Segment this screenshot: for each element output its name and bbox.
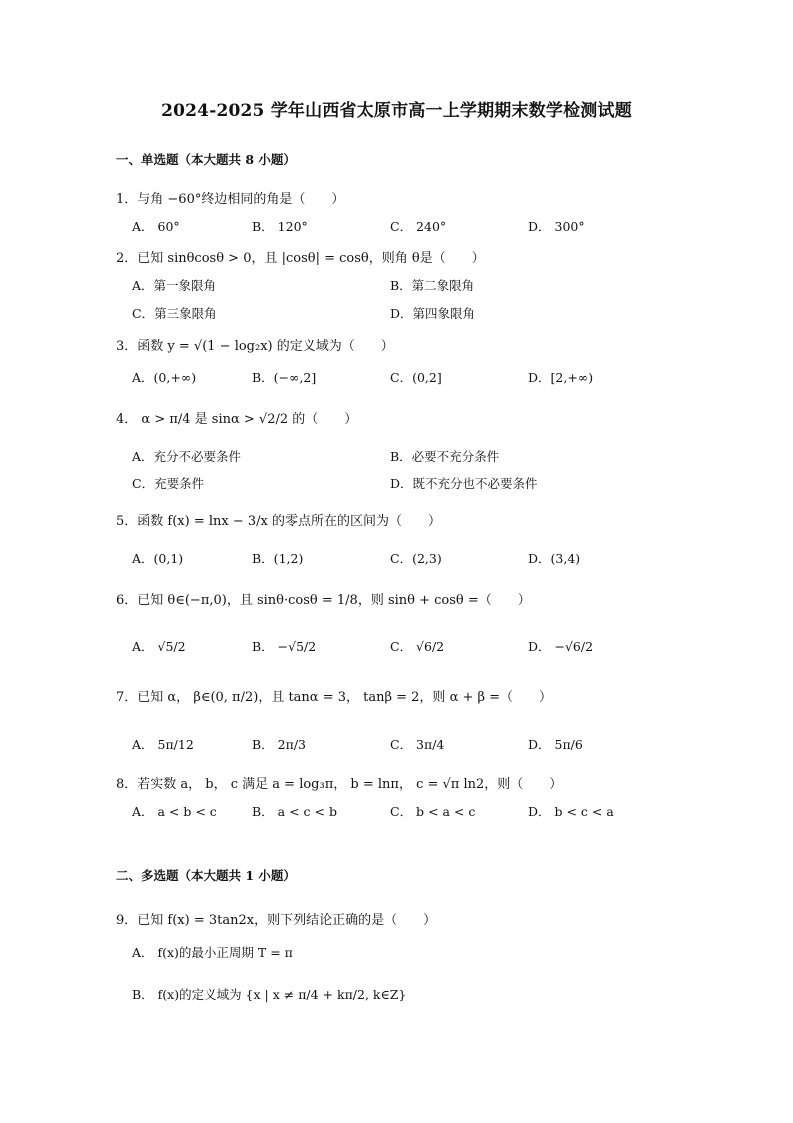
question-8-option-c: C． b < a < c xyxy=(390,804,476,819)
question-9-option-b: B． f(x)的定义域为 {x | x ≠ π/4 + kπ/2, k∈Z} xyxy=(132,987,407,1002)
question-9-option-a: A． f(x)的最小正周期 T = π xyxy=(132,945,293,960)
question-1-option-a: A． 60° xyxy=(132,219,180,234)
question-4-option-c: C．充要条件 xyxy=(132,476,205,491)
question-4-option-b: B．必要不充分条件 xyxy=(390,449,500,464)
question-8-stem: 8．若实数 a， b， c 满足 a = log₃π， b = lnπ， c = √π ln2，则（ ） xyxy=(116,777,563,792)
question-8-option-a: A． a < b < c xyxy=(132,804,217,819)
question-7-option-a: A． 5π/12 xyxy=(132,737,194,752)
question-2-option-a: A．第一象限角 xyxy=(132,278,217,293)
section-heading-single-choice: 一、单选题（本大题共 8 小题） xyxy=(116,152,296,167)
question-6-option-a: A． √5/2 xyxy=(132,639,186,654)
question-4-stem: 4． α > π/4 是 sinα > √2/2 的（ ） xyxy=(116,412,358,427)
question-3-option-c: C．(0,2] xyxy=(390,370,442,385)
question-7-stem: 7．已知 α， β∈(0, π/2)，且 tanα = 3， tanβ = 2，则 α + β =（ ） xyxy=(116,690,553,705)
question-5-option-b: B．(1,2) xyxy=(252,551,304,566)
question-8-option-d: D． b < c < a xyxy=(528,804,614,819)
question-6-option-c: C． √6/2 xyxy=(390,639,445,654)
page-title: 2024-2025 学年山西省太原市高一上学期期末数学检测试题 xyxy=(161,101,632,121)
question-3-stem: 3．函数 y = √(1 − log₂x) 的定义域为（ ） xyxy=(116,339,394,354)
question-6-option-d: D． −√6/2 xyxy=(528,639,594,654)
question-5-option-d: D．(3,4) xyxy=(528,551,581,566)
question-9-stem: 9．已知 f(x) = 3tan2x，则下列结论正确的是（ ） xyxy=(116,913,437,928)
question-1-option-b: B． 120° xyxy=(252,219,308,234)
question-7-option-b: B． 2π/3 xyxy=(252,737,306,752)
question-5-option-c: C．(2,3) xyxy=(390,551,442,566)
question-6-option-b: B． −√5/2 xyxy=(252,639,317,654)
question-8-option-b: B． a < c < b xyxy=(252,804,337,819)
question-5-stem: 5．函数 f(x) = lnx − 3/x 的零点所在的区间为（ ） xyxy=(116,514,441,529)
question-3-option-d: D．[2,+∞) xyxy=(528,370,594,385)
question-2-option-c: C．第三象限角 xyxy=(132,306,217,321)
section-heading-multiple-choice: 二、多选题（本大题共 1 小题） xyxy=(116,868,296,883)
question-1-option-d: D． 300° xyxy=(528,219,585,234)
question-1-option-c: C． 240° xyxy=(390,219,447,234)
question-3-option-a: A．(0,+∞) xyxy=(132,370,197,385)
question-5-option-a: A．(0,1) xyxy=(132,551,184,566)
question-6-stem: 6．已知 θ∈(−π,0)，且 sinθ·cosθ = 1/8，则 sinθ + cosθ =（ ） xyxy=(116,593,531,608)
question-3-option-b: B．(−∞,2] xyxy=(252,370,317,385)
question-4-option-d: D．既不充分也不必要条件 xyxy=(390,476,538,491)
question-4-option-a: A．充分不必要条件 xyxy=(132,449,242,464)
question-2-option-d: D．第四象限角 xyxy=(390,306,476,321)
question-1-stem: 1．与角 −60°终边相同的角是（ ） xyxy=(116,192,345,207)
question-2-stem: 2．已知 sinθcosθ > 0，且 |cosθ| = cosθ，则角 θ是（ ） xyxy=(116,251,485,266)
question-7-option-d: D． 5π/6 xyxy=(528,737,583,752)
question-2-option-b: B．第二象限角 xyxy=(390,278,475,293)
question-7-option-c: C． 3π/4 xyxy=(390,737,445,752)
